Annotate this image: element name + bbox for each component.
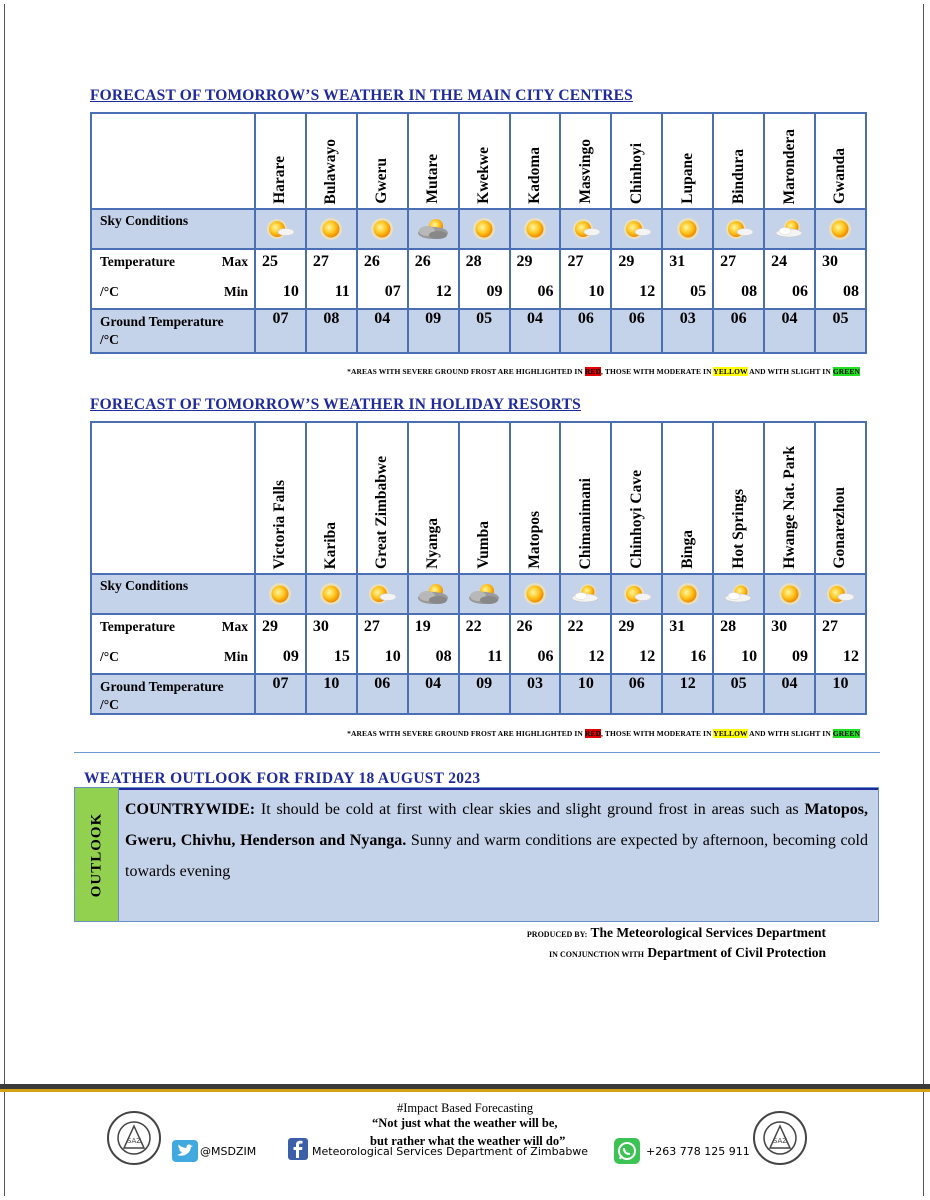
sunny-icon xyxy=(518,216,552,242)
sky-condition-cell xyxy=(510,574,561,614)
ground-temperature: 04 xyxy=(357,309,408,353)
sky-condition-cell xyxy=(611,209,662,249)
outlook-tab xyxy=(75,788,119,921)
sky-label: Sky Conditions xyxy=(100,213,189,228)
temperature-cell xyxy=(662,614,713,674)
ground-temperature: 06 xyxy=(611,309,662,353)
sky-condition-cell xyxy=(815,574,866,614)
city-name-cell xyxy=(255,113,306,209)
min-temperature: 08 xyxy=(741,283,758,300)
sunny-icon xyxy=(314,581,348,607)
ground-temperature: 10 xyxy=(560,674,611,714)
sky-condition-cell xyxy=(611,574,662,614)
min-temperature: 06 xyxy=(791,283,808,300)
section-divider xyxy=(74,752,880,753)
city-name: Gonarezhou xyxy=(831,487,849,569)
ground-unit-label: /°C xyxy=(100,332,119,347)
city-name: Masvingo xyxy=(576,139,594,204)
sunny-icon xyxy=(823,216,857,242)
footer-rule-gold xyxy=(0,1089,930,1092)
temperature-cell xyxy=(408,614,459,674)
temperature-cell xyxy=(764,249,815,309)
ground-label: Ground Temperature xyxy=(100,679,224,694)
min-temperature: 06 xyxy=(537,648,554,665)
sunny-icon xyxy=(773,581,807,607)
max-temperature: 30 xyxy=(312,618,329,635)
sunny-icon xyxy=(671,216,705,242)
main-cities-title: FORECAST OF TOMORROW’S WEATHER IN THE MAIN CITY CENTRES xyxy=(90,87,633,104)
city-name: Hwange Nat. Park xyxy=(780,446,798,569)
max-temperature: 31 xyxy=(669,253,686,270)
city-name: Kadoma xyxy=(525,147,543,204)
note-red: RED xyxy=(584,367,602,376)
min-temperature: 09 xyxy=(282,648,299,665)
produced-by-label: PRODUCED BY: xyxy=(526,930,588,939)
temperature-cell xyxy=(611,249,662,309)
min-temperature: 12 xyxy=(639,648,656,665)
quote-line-2: but rather what the weather will do” xyxy=(370,1134,566,1148)
max-temperature: 27 xyxy=(567,253,584,270)
max-temperature: 29 xyxy=(618,618,635,635)
ground-temperature: 04 xyxy=(408,674,459,714)
sunny-icon xyxy=(671,581,705,607)
min-temperature: 16 xyxy=(690,648,707,665)
hashtag-text: #Impact Based Forecasting xyxy=(397,1101,534,1115)
saz-seal-icon xyxy=(106,1110,162,1166)
cloudy-icon xyxy=(416,216,450,242)
note-yellow: YELLOW xyxy=(713,367,748,376)
frost-note-main xyxy=(347,367,860,376)
sunny-icon xyxy=(314,216,348,242)
sky-condition-cell xyxy=(815,209,866,249)
city-name-cell xyxy=(764,113,815,209)
city-name-cell xyxy=(408,113,459,209)
sky-row xyxy=(91,574,866,614)
min-temperature: 12 xyxy=(435,283,452,300)
max-temperature: 29 xyxy=(262,618,278,635)
city-name: Chinhoyi xyxy=(627,142,645,204)
temperature-cell xyxy=(306,249,357,309)
city-name-cell xyxy=(459,113,510,209)
resort-header-row xyxy=(91,422,866,574)
whatsapp-number[interactable]: +263 778 125 911 xyxy=(646,1145,750,1158)
city-name: Hot Springs xyxy=(729,489,747,569)
outlook-tab-label: OUTLOOK xyxy=(88,812,104,897)
ground-temperature: 09 xyxy=(408,309,459,353)
sunny-icon xyxy=(365,216,399,242)
ground-temperature: 03 xyxy=(510,674,561,714)
temperature-cell xyxy=(459,614,510,674)
max-temperature: 27 xyxy=(312,253,329,270)
sky-condition-cell xyxy=(408,574,459,614)
max-temperature: 22 xyxy=(465,618,482,635)
sunny-icon xyxy=(518,581,552,607)
temperature-row xyxy=(91,249,866,309)
outlook-text-2: Sunny and warm conditions are expected by afternoon, becoming cold towards evening xyxy=(125,832,868,880)
max-label: Max xyxy=(221,619,248,634)
ground-temperature: 09 xyxy=(459,674,510,714)
outlook-box xyxy=(74,787,879,922)
sky-row xyxy=(91,209,866,249)
partly-sunny-icon xyxy=(620,581,654,607)
min-temperature: 15 xyxy=(333,648,350,665)
note-middle: , THOSE WITH MODERATE IN xyxy=(601,367,714,376)
city-name: Matopos xyxy=(525,511,543,569)
note-yellow: YELLOW xyxy=(713,729,748,738)
min-temperature: 12 xyxy=(639,283,656,300)
temperature-label: Temperature xyxy=(100,619,175,634)
partly-cloudy-icon xyxy=(773,216,807,242)
city-name: Great Zimbabwe xyxy=(373,456,391,569)
city-name-cell xyxy=(560,113,611,209)
temperature-label: Temperature xyxy=(100,254,175,269)
min-temperature: 11 xyxy=(334,283,350,300)
temperature-cell xyxy=(560,249,611,309)
min-temperature: 08 xyxy=(843,283,859,300)
sky-condition-cell xyxy=(306,574,357,614)
city-name: Kwekwe xyxy=(475,147,493,204)
cloudy-icon xyxy=(467,581,501,607)
temperature-cell xyxy=(306,614,357,674)
outlook-text xyxy=(125,794,868,887)
note-end: AND WITH SLIGHT IN xyxy=(747,367,833,376)
produced-by xyxy=(527,925,826,941)
city-name: Bindura xyxy=(729,148,747,204)
min-temperature: 10 xyxy=(741,648,758,665)
outlook-lead: COUNTRYWIDE: xyxy=(125,801,256,818)
temperature-cell xyxy=(713,249,764,309)
outlook-top-rule xyxy=(119,788,878,790)
partly-sunny-icon xyxy=(365,581,399,607)
city-name-cell xyxy=(255,422,306,574)
min-temperature: 10 xyxy=(384,648,401,665)
min-temperature: 09 xyxy=(486,283,503,300)
temperature-cell xyxy=(611,614,662,674)
svg-text:SAZ: SAZ xyxy=(126,1137,142,1145)
ground-row xyxy=(91,309,866,353)
conjunction-label: IN CONJUNCTION WITH xyxy=(549,950,645,959)
ground-temperature: 06 xyxy=(713,309,764,353)
sunny-icon xyxy=(467,216,501,242)
ground-temperature: 03 xyxy=(662,309,713,353)
city-name-cell xyxy=(815,113,866,209)
outlook-places: Matopos, Gweru, Chivhu, Henderson and Nyanga. xyxy=(125,801,868,849)
city-name: Gweru xyxy=(373,158,391,204)
conjunction-with xyxy=(549,945,826,961)
max-temperature: 19 xyxy=(414,618,431,635)
city-name: Gwanda xyxy=(831,148,849,204)
sky-condition-cell xyxy=(459,574,510,614)
min-temperature: 09 xyxy=(791,648,808,665)
city-name: Vumba xyxy=(475,521,493,569)
city-name: Victoria Falls xyxy=(271,479,289,569)
sky-condition-cell xyxy=(408,209,459,249)
city-name-cell xyxy=(713,422,764,574)
max-temperature: 22 xyxy=(567,618,584,635)
max-temperature: 31 xyxy=(669,618,686,635)
ground-temperature: 12 xyxy=(662,674,713,714)
min-temperature: 06 xyxy=(537,283,554,300)
sky-condition-cell xyxy=(764,574,815,614)
ground-temperature: 04 xyxy=(510,309,561,353)
unit-label: /°C xyxy=(100,649,119,664)
city-name: Marondera xyxy=(780,128,798,204)
resorts-title: FORECAST OF TOMORROW’S WEATHER IN HOLIDAY RESORTS xyxy=(90,396,582,413)
ground-temperature: 08 xyxy=(306,309,357,353)
sky-condition-cell xyxy=(357,574,408,614)
sky-condition-cell xyxy=(255,209,306,249)
note-prefix: *AREAS WITH SEVERE GROUND FROST ARE HIGHLIGHTED IN xyxy=(347,367,585,376)
note-middle: , THOSE WITH MODERATE IN xyxy=(601,729,714,738)
city-name-cell xyxy=(357,113,408,209)
max-temperature: 25 xyxy=(262,253,278,270)
partly-sunny-icon xyxy=(620,216,654,242)
min-temperature: 05 xyxy=(690,283,707,300)
min-temperature: 12 xyxy=(588,648,605,665)
max-temperature: 26 xyxy=(363,253,380,270)
facebook-page[interactable]: Meteorological Services Department of Zimbabwe xyxy=(312,1145,589,1158)
twitter-handle[interactable]: @MSDZIM xyxy=(200,1145,257,1158)
sky-condition-cell xyxy=(255,574,306,614)
sky-condition-cell xyxy=(560,209,611,249)
city-name-cell xyxy=(662,422,713,574)
max-temperature: 26 xyxy=(414,253,431,270)
max-temperature: 30 xyxy=(771,618,788,635)
ground-temperature: 05 xyxy=(713,674,764,714)
temperature-cell xyxy=(662,249,713,309)
max-temperature: 30 xyxy=(821,253,838,270)
min-temperature: 08 xyxy=(435,648,452,665)
svg-text:SAZ: SAZ xyxy=(772,1137,788,1145)
city-name: Lupane xyxy=(678,153,696,204)
city-name: Harare xyxy=(271,156,289,204)
city-name: Binga xyxy=(678,530,696,569)
whatsapp-icon xyxy=(614,1138,640,1164)
resorts-table xyxy=(90,421,867,715)
temperature-cell xyxy=(357,249,408,309)
ground-label: Ground Temperature xyxy=(100,314,224,329)
produced-by-value: The Meteorological Services Department xyxy=(590,925,826,940)
min-temperature: 12 xyxy=(843,648,859,665)
sky-condition-cell xyxy=(560,574,611,614)
frost-note-resorts xyxy=(347,729,860,738)
min-label: Min xyxy=(223,649,248,664)
max-temperature: 26 xyxy=(516,618,533,635)
ground-temperature: 07 xyxy=(255,674,306,714)
sky-condition-cell xyxy=(764,209,815,249)
note-prefix: *AREAS WITH SEVERE GROUND FROST ARE HIGHLIGHTED IN xyxy=(347,729,585,738)
city-name-cell xyxy=(306,422,357,574)
temperature-cell xyxy=(357,614,408,674)
city-name: Chinhoyi Cave xyxy=(627,470,645,569)
conjunction-value: Department of Civil Protection xyxy=(647,945,826,960)
city-name-cell xyxy=(510,113,561,209)
unit-label: /°C xyxy=(100,284,119,299)
city-name-cell xyxy=(510,422,561,574)
ground-temperature: 05 xyxy=(815,309,866,353)
city-name: Chimanimani xyxy=(576,477,594,569)
twitter-icon xyxy=(172,1140,198,1162)
saz-seal-icon xyxy=(752,1110,808,1166)
sky-condition-cell xyxy=(662,574,713,614)
city-name: Bulawayo xyxy=(322,138,340,204)
temperature-cell xyxy=(510,249,561,309)
sky-condition-cell xyxy=(662,209,713,249)
ground-row xyxy=(91,674,866,714)
outlook-title: WEATHER OUTLOOK FOR FRIDAY 18 AUGUST 2023 xyxy=(84,770,481,787)
partly-cloudy-icon xyxy=(569,581,603,607)
city-header-row xyxy=(91,113,866,209)
city-name-cell xyxy=(611,422,662,574)
temperature-cell xyxy=(255,614,306,674)
partly-sunny-icon xyxy=(722,216,756,242)
min-temperature: 07 xyxy=(384,283,401,300)
cloudy-icon xyxy=(416,581,450,607)
city-name-cell xyxy=(560,422,611,574)
temperature-cell xyxy=(459,249,510,309)
quote-line-1: “Not just what the weather will be, xyxy=(372,1116,558,1130)
city-name: Nyanga xyxy=(424,518,442,569)
sky-condition-cell xyxy=(306,209,357,249)
ground-temperature: 10 xyxy=(306,674,357,714)
ground-unit-label: /°C xyxy=(100,697,119,712)
min-label: Min xyxy=(223,284,248,299)
temperature-cell xyxy=(560,614,611,674)
city-name: Kariba xyxy=(322,521,340,569)
city-name-cell xyxy=(764,422,815,574)
city-name-cell xyxy=(713,113,764,209)
temperature-cell xyxy=(510,614,561,674)
max-temperature: 29 xyxy=(516,253,533,270)
max-temperature: 27 xyxy=(363,618,380,635)
main-cities-table xyxy=(90,112,867,354)
ground-temperature: 06 xyxy=(560,309,611,353)
city-name-cell xyxy=(306,113,357,209)
temperature-cell xyxy=(815,614,866,674)
partly-sunny-icon xyxy=(569,216,603,242)
note-red: RED xyxy=(584,729,602,738)
city-name-cell xyxy=(459,422,510,574)
outlook-text-1: It should be cold at first with clear skies and slight ground frost in areas such as xyxy=(255,801,805,818)
max-temperature: 24 xyxy=(771,253,788,270)
ground-temperature: 07 xyxy=(255,309,306,353)
sunny-icon xyxy=(263,581,297,607)
max-temperature: 27 xyxy=(720,253,737,270)
ground-temperature: 04 xyxy=(764,309,815,353)
city-name-cell xyxy=(408,422,459,574)
ground-temperature: 04 xyxy=(764,674,815,714)
min-temperature: 11 xyxy=(487,648,503,665)
temperature-cell xyxy=(713,614,764,674)
partly-cloudy-icon xyxy=(722,581,756,607)
ground-temperature: 06 xyxy=(611,674,662,714)
max-temperature: 28 xyxy=(720,618,737,635)
sky-condition-cell xyxy=(357,209,408,249)
sky-condition-cell xyxy=(713,574,764,614)
city-name-cell xyxy=(611,113,662,209)
city-name: Mutare xyxy=(424,154,442,204)
ground-temperature: 10 xyxy=(815,674,866,714)
sky-condition-cell xyxy=(713,209,764,249)
max-temperature: 28 xyxy=(465,253,482,270)
ground-temperature: 06 xyxy=(357,674,408,714)
note-green: GREEN xyxy=(832,729,860,738)
city-name-cell xyxy=(662,113,713,209)
partly-sunny-icon xyxy=(263,216,297,242)
note-end: AND WITH SLIGHT IN xyxy=(747,729,833,738)
max-temperature: 29 xyxy=(618,253,635,270)
min-temperature: 10 xyxy=(282,283,299,300)
sky-condition-cell xyxy=(510,209,561,249)
city-name-cell xyxy=(357,422,408,574)
sky-label: Sky Conditions xyxy=(100,578,189,593)
ground-temperature: 05 xyxy=(459,309,510,353)
sky-condition-cell xyxy=(459,209,510,249)
facebook-icon xyxy=(288,1138,308,1160)
max-temperature: 27 xyxy=(821,618,838,635)
note-green: GREEN xyxy=(832,367,860,376)
partly-sunny-icon xyxy=(823,581,857,607)
temperature-cell xyxy=(408,249,459,309)
min-temperature: 10 xyxy=(588,283,605,300)
city-name-cell xyxy=(815,422,866,574)
temperature-row xyxy=(91,614,866,674)
temperature-cell xyxy=(255,249,306,309)
max-label: Max xyxy=(221,254,248,269)
temperature-cell xyxy=(815,249,866,309)
temperature-cell xyxy=(764,614,815,674)
